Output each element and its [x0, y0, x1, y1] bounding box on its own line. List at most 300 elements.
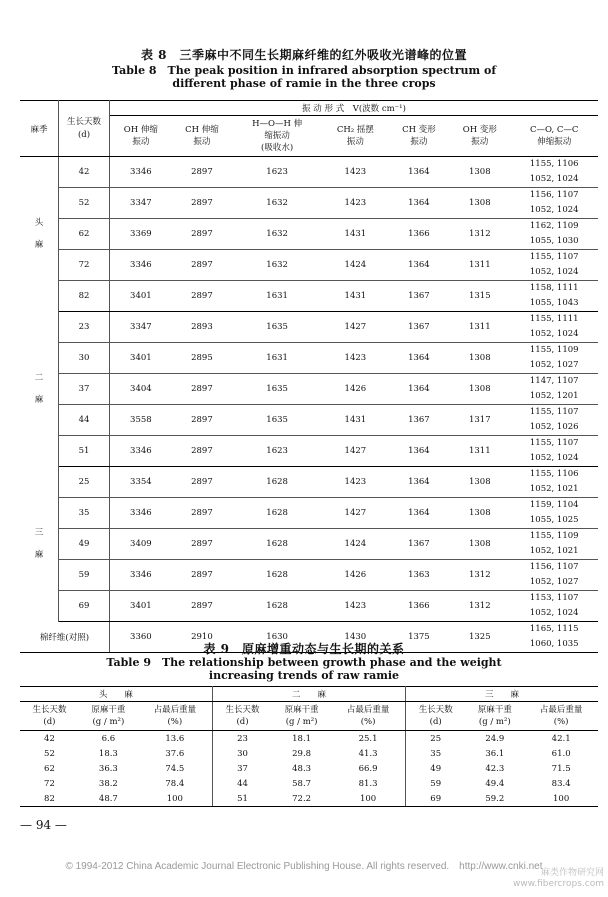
header-line: (g / m²) — [92, 717, 125, 727]
value-cell: 1375 — [389, 622, 449, 653]
value-cell: 1426 — [322, 560, 389, 591]
value-cell: 1312 — [449, 560, 510, 591]
page-number: — 94 — — [20, 818, 67, 832]
vibration-col-header — [232, 116, 322, 157]
value-cell: 82 — [20, 791, 79, 807]
table9-col-header — [138, 702, 213, 731]
cc-cell — [510, 281, 598, 312]
cc-cell — [510, 405, 598, 436]
table-row — [20, 436, 598, 467]
value-cell: 62 — [44, 763, 55, 774]
crop-group-header: 二 麻 — [212, 687, 405, 702]
value-cell: 2897 — [172, 498, 232, 529]
header-line: 振动 — [193, 137, 211, 147]
table9-col-header — [79, 702, 138, 731]
table8-title-en — [0, 64, 608, 90]
value-cell: 24.9 — [485, 733, 505, 744]
value-cell: 3347 — [110, 312, 172, 343]
value-cell: 59.2 — [465, 791, 524, 807]
col-crop-header: 麻季 — [20, 101, 59, 157]
vibration-header: 振 动 形 式 V(波数 cm⁻¹) — [110, 101, 599, 116]
value-cell: 100 — [524, 791, 598, 807]
value-cell: 1366 — [389, 591, 449, 622]
value-cell: 42.1 — [551, 733, 571, 744]
table-row — [20, 374, 598, 405]
cc-cell — [510, 374, 598, 405]
value-cell: 3404 — [110, 374, 172, 405]
value-cell: 59 — [430, 778, 442, 789]
header-line: 占最后重量 — [153, 705, 197, 715]
value-cell: 2897 — [172, 374, 232, 405]
value-cell: 1630 — [232, 622, 322, 653]
crop-char: 三 — [34, 528, 44, 538]
table9-col-header — [272, 702, 331, 731]
cc-cell — [510, 188, 598, 219]
value-cell: 1635 — [232, 312, 322, 343]
value-cell: 1423 — [322, 343, 389, 374]
value-cell: 66.9 — [331, 761, 406, 776]
days-cell: 37 — [59, 374, 110, 405]
days-cell: 69 — [59, 591, 110, 622]
table9-title-zh: 表 9 原麻增重动态与生长期的关系 — [203, 642, 405, 656]
vibration-col-header — [110, 116, 172, 157]
value-cell: 51 — [212, 791, 272, 807]
value-cell: 2897 — [172, 529, 232, 560]
table9-title-en-line2: increasing trends of raw ramie — [208, 669, 400, 682]
value-cell: 1431 — [322, 281, 389, 312]
table9-title-en — [0, 656, 608, 682]
value-cell: 18.1 — [292, 733, 312, 744]
crop-label — [20, 467, 59, 622]
value-cell: 1635 — [232, 405, 322, 436]
value-cell: 6.6 — [101, 733, 116, 744]
cc-line1: 1156, 1107 — [529, 190, 579, 200]
table9-col-header — [20, 702, 79, 731]
value-cell: 2897 — [172, 467, 232, 498]
table-row — [20, 591, 598, 622]
cc-line2: 1055, 1030 — [529, 236, 579, 246]
table8-title-en-line1: Table 8 The peak position in infrared absorption spectrum of — [111, 64, 497, 77]
value-cell: 49 — [430, 763, 442, 774]
table9 — [20, 686, 598, 807]
cc-line1: 1155, 1107 — [529, 252, 579, 262]
cc-cell — [510, 498, 598, 529]
table8-title-en-line2: different phase of ramie in the three crops — [172, 77, 436, 90]
value-cell: 1628 — [232, 591, 322, 622]
cc-line1: 1155, 1109 — [529, 531, 579, 541]
control-label: 棉纤维(对照) — [20, 622, 110, 653]
value-cell: 1635 — [232, 374, 322, 405]
value-cell: 1427 — [322, 498, 389, 529]
table-row — [20, 157, 598, 188]
cc-line2: 1060, 1035 — [529, 639, 579, 649]
table9-col-header — [406, 702, 466, 731]
value-cell: 1311 — [449, 436, 510, 467]
header-line: 生长天数 — [225, 705, 260, 715]
header-line: 伸缩振动 — [537, 137, 572, 147]
value-cell: 69 — [406, 791, 466, 807]
header-line: CH₂ 摇摆 — [336, 125, 374, 135]
cc-line1: 1155, 1107 — [529, 438, 579, 448]
value-cell: 36.1 — [485, 748, 505, 759]
vibration-col-header — [322, 116, 389, 157]
value-cell: 25.1 — [331, 731, 406, 747]
crop-char: 头 — [34, 218, 44, 229]
crop-label — [20, 157, 59, 312]
cc-cell — [510, 343, 598, 374]
value-cell: 1364 — [389, 343, 449, 374]
value-cell: 1423 — [322, 591, 389, 622]
value-cell: 38.2 — [98, 778, 118, 789]
table-row — [20, 467, 598, 498]
value-cell: 1325 — [449, 622, 510, 653]
crop-group-header: 三 麻 — [406, 687, 598, 702]
value-cell: 1623 — [232, 436, 322, 467]
value-cell: 13.6 — [138, 731, 213, 747]
table8 — [20, 100, 598, 653]
cc-line2: 1052, 1024 — [529, 608, 579, 618]
value-cell: 61.0 — [551, 748, 571, 759]
cc-line2: 1052, 1021 — [529, 484, 579, 494]
value-cell: 3346 — [110, 498, 172, 529]
header-line: C—O, C—C — [530, 125, 579, 135]
table9-col-header — [524, 702, 598, 731]
value-cell: 1424 — [322, 529, 389, 560]
header-line: H—O—H 伸 — [252, 119, 303, 129]
cc-line2: 1052, 1027 — [529, 577, 579, 587]
value-cell: 23 — [237, 733, 248, 744]
value-cell: 58.7 — [292, 778, 312, 789]
value-cell: 3360 — [110, 622, 172, 653]
value-cell: 1628 — [232, 529, 322, 560]
value-cell: 1308 — [449, 529, 510, 560]
header-line: OH 伸缩 — [123, 125, 158, 135]
value-cell: 25 — [430, 733, 442, 744]
header-line: 占最后重量 — [539, 705, 583, 715]
cc-line1: 1158, 1111 — [529, 283, 579, 293]
cc-line2: 1052, 1201 — [529, 391, 579, 401]
value-cell: 1366 — [389, 219, 449, 250]
crop-char: 麻 — [34, 240, 44, 251]
table-row — [20, 746, 598, 761]
value-cell: 1308 — [449, 498, 510, 529]
cc-line2: 1052, 1024 — [529, 174, 579, 184]
table-row — [20, 405, 598, 436]
watermark-line2: www.fibercrops.com — [513, 879, 604, 889]
cc-line1: 1156, 1107 — [529, 562, 579, 572]
value-cell: 37.6 — [138, 746, 213, 761]
value-cell: 1632 — [232, 188, 322, 219]
value-cell: 2897 — [172, 436, 232, 467]
table9-col-header — [212, 702, 272, 731]
value-cell: 1312 — [449, 591, 510, 622]
crop-group-header: 头 麻 — [20, 687, 212, 702]
watermark-line1: 麻类作物研究网 — [540, 868, 604, 878]
days-cell: 23 — [59, 312, 110, 343]
cc-line1: 1155, 1107 — [529, 407, 579, 417]
value-cell: 71.5 — [551, 763, 571, 774]
value-cell: 29.8 — [292, 748, 312, 759]
header-line: 振动 — [346, 137, 364, 147]
cc-line2: 1052, 1024 — [529, 267, 579, 277]
cc-cell — [510, 219, 598, 250]
value-cell: 1423 — [322, 188, 389, 219]
value-cell: 1312 — [449, 219, 510, 250]
value-cell: 1364 — [389, 436, 449, 467]
value-cell: 100 — [331, 791, 406, 807]
col-days-line1: 生长天数 — [66, 116, 101, 127]
table-row — [20, 791, 598, 807]
value-cell: 1311 — [449, 250, 510, 281]
value-cell: 1363 — [389, 560, 449, 591]
cc-cell — [510, 157, 598, 188]
header-line: 振动 — [471, 137, 489, 147]
col-days-line2: (d) — [77, 129, 91, 140]
value-cell: 42 — [44, 733, 55, 744]
value-cell: 1367 — [389, 281, 449, 312]
cc-line1: 1153, 1107 — [529, 593, 579, 603]
value-cell: 2897 — [172, 281, 232, 312]
cc-line1: 1155, 1109 — [529, 345, 579, 355]
days-cell: 52 — [59, 188, 110, 219]
header-line: 振动 — [410, 137, 428, 147]
header-line: (%) — [360, 717, 376, 727]
value-cell: 1427 — [322, 312, 389, 343]
value-cell: 3369 — [110, 219, 172, 250]
crop-char: 麻 — [34, 550, 44, 560]
value-cell: 1628 — [232, 467, 322, 498]
value-cell: 1623 — [232, 157, 322, 188]
days-cell: 42 — [59, 157, 110, 188]
table-row — [20, 529, 598, 560]
vibration-col-header — [449, 116, 510, 157]
value-cell: 52 — [44, 748, 55, 759]
value-cell: 1430 — [322, 622, 389, 653]
value-cell: 74.5 — [138, 761, 213, 776]
copyright-footer: © 1994-2012 China Academic Journal Electronic Publishing House. All rights reserved. http://www.cnki.net — [65, 861, 543, 872]
days-cell: 51 — [59, 436, 110, 467]
value-cell: 2897 — [172, 250, 232, 281]
value-cell: 3346 — [110, 157, 172, 188]
table-row — [20, 560, 598, 591]
value-cell: 1311 — [449, 312, 510, 343]
header-line: 生长天数 — [32, 705, 67, 715]
cc-cell — [510, 312, 598, 343]
value-cell: 36.3 — [98, 763, 118, 774]
value-cell: 1628 — [232, 560, 322, 591]
value-cell: 3346 — [110, 560, 172, 591]
value-cell: 1364 — [389, 498, 449, 529]
table-row — [20, 761, 598, 776]
vibration-col-header — [389, 116, 449, 157]
value-cell: 1364 — [389, 467, 449, 498]
value-cell: 2897 — [172, 157, 232, 188]
value-cell: 1364 — [389, 188, 449, 219]
days-cell: 44 — [59, 405, 110, 436]
table-row — [20, 188, 598, 219]
value-cell: 18.3 — [98, 748, 118, 759]
table-row — [20, 250, 598, 281]
value-cell: 72 — [44, 778, 55, 789]
value-cell: 1431 — [322, 405, 389, 436]
header-line: (d) — [236, 717, 249, 727]
cc-line1: 1155, 1106 — [529, 469, 579, 479]
days-cell: 25 — [59, 467, 110, 498]
value-cell: 3409 — [110, 529, 172, 560]
crop-char: 二 — [34, 373, 44, 383]
value-cell: 48.3 — [292, 763, 312, 774]
value-cell: 2897 — [172, 405, 232, 436]
table9-col-header — [465, 702, 524, 731]
cc-cell — [510, 591, 598, 622]
value-cell: 30 — [237, 748, 248, 759]
header-line: 生长天数 — [418, 705, 453, 715]
value-cell: 2897 — [172, 188, 232, 219]
value-cell: 3401 — [110, 281, 172, 312]
value-cell: 2897 — [172, 591, 232, 622]
value-cell: 1423 — [322, 467, 389, 498]
header-line: (吸收水) — [261, 143, 294, 153]
days-cell: 35 — [59, 498, 110, 529]
days-cell: 59 — [59, 560, 110, 591]
header-line: (d) — [43, 717, 56, 727]
header-line: 缩振动 — [264, 131, 290, 141]
value-cell: 3346 — [110, 436, 172, 467]
value-cell: 37 — [237, 763, 248, 774]
header-line: 原麻干重 — [91, 705, 126, 715]
days-cell: 62 — [59, 219, 110, 250]
value-cell: 1631 — [232, 281, 322, 312]
value-cell: 3401 — [110, 343, 172, 374]
value-cell: 48.7 — [79, 791, 138, 807]
days-cell: 72 — [59, 250, 110, 281]
value-cell: 1431 — [322, 219, 389, 250]
value-cell: 1308 — [449, 374, 510, 405]
table-row — [20, 312, 598, 343]
value-cell: 72.2 — [272, 791, 331, 807]
cc-cell — [510, 250, 598, 281]
days-cell: 30 — [59, 343, 110, 374]
vibration-col-header — [510, 116, 598, 157]
header-line: (g / m²) — [478, 717, 511, 727]
cc-cell — [510, 436, 598, 467]
cc-cell — [510, 529, 598, 560]
cc-cell — [510, 467, 598, 498]
header-line: 原麻干重 — [284, 705, 319, 715]
cc-line1: 1165, 1115 — [529, 624, 579, 634]
value-cell: 1364 — [389, 157, 449, 188]
header-line: (%) — [167, 717, 183, 727]
value-cell: 2897 — [172, 560, 232, 591]
value-cell: 1367 — [389, 405, 449, 436]
value-cell: 78.4 — [138, 776, 213, 791]
value-cell: 1426 — [322, 374, 389, 405]
cc-line1: 1159, 1104 — [529, 500, 579, 510]
value-cell: 42.3 — [485, 763, 505, 774]
value-cell: 1631 — [232, 343, 322, 374]
cc-line2: 1052, 1024 — [529, 205, 579, 215]
table9-title-en-line1: Table 9 The relationship between growth phase and the weight — [106, 656, 502, 669]
value-cell: 49.4 — [485, 778, 505, 789]
cc-line1: 1155, 1106 — [529, 159, 579, 169]
value-cell: 3346 — [110, 250, 172, 281]
watermark — [513, 868, 604, 890]
col-days-header — [59, 101, 110, 157]
crop-label — [20, 312, 59, 467]
value-cell: 41.3 — [331, 746, 406, 761]
value-cell: 1308 — [449, 343, 510, 374]
value-cell: 1632 — [232, 219, 322, 250]
value-cell: 3558 — [110, 405, 172, 436]
header-line: (d) — [429, 717, 442, 727]
table-row — [20, 343, 598, 374]
value-cell: 1628 — [232, 498, 322, 529]
value-cell: 1308 — [449, 467, 510, 498]
value-cell: 1367 — [389, 529, 449, 560]
cc-line2: 1052, 1024 — [529, 453, 579, 463]
value-cell: 3401 — [110, 591, 172, 622]
value-cell: 1423 — [322, 157, 389, 188]
table-row — [20, 281, 598, 312]
value-cell: 1308 — [449, 157, 510, 188]
header-line: CH 伸缩 — [185, 125, 219, 135]
value-cell: 2893 — [172, 312, 232, 343]
crop-char: 麻 — [34, 395, 44, 405]
cc-line1: 1147, 1107 — [529, 376, 579, 386]
header-line: (g / m²) — [285, 717, 318, 727]
value-cell: 3347 — [110, 188, 172, 219]
value-cell: 1317 — [449, 405, 510, 436]
cc-line2: 1052, 1027 — [529, 360, 579, 370]
value-cell: 100 — [138, 791, 213, 807]
cc-line2: 1055, 1043 — [529, 298, 579, 308]
value-cell: 3354 — [110, 467, 172, 498]
value-cell: 83.4 — [551, 778, 571, 789]
value-cell: 44 — [237, 778, 248, 789]
cc-cell — [510, 560, 598, 591]
value-cell: 1424 — [322, 250, 389, 281]
days-cell: 82 — [59, 281, 110, 312]
table9-col-header — [331, 702, 406, 731]
table-row — [20, 219, 598, 250]
vibration-col-header — [172, 116, 232, 157]
value-cell: 1364 — [389, 374, 449, 405]
cc-line1: 1155, 1111 — [529, 314, 579, 324]
value-cell: 2910 — [172, 622, 232, 653]
header-line: CH 变形 — [402, 125, 436, 135]
value-cell: 1308 — [449, 188, 510, 219]
value-cell: 2897 — [172, 219, 232, 250]
value-cell: 2895 — [172, 343, 232, 374]
cc-line1: 1162, 1109 — [529, 221, 579, 231]
cc-line2: 1052, 1026 — [529, 422, 579, 432]
table-row — [20, 776, 598, 791]
value-cell: 81.3 — [331, 776, 406, 791]
table-row — [20, 498, 598, 529]
cc-line2: 1052, 1021 — [529, 546, 579, 556]
value-cell: 1364 — [389, 250, 449, 281]
cc-line2: 1055, 1025 — [529, 515, 579, 525]
header-line: (%) — [553, 717, 569, 727]
value-cell: 35 — [430, 748, 442, 759]
table8-title-zh: 表 8 三季麻中不同生长期麻纤维的红外吸收光谱峰的位置 — [140, 48, 468, 62]
header-line: 原麻干重 — [477, 705, 512, 715]
header-line: 占最后重量 — [346, 705, 390, 715]
value-cell: 1315 — [449, 281, 510, 312]
header-line: 振动 — [132, 137, 150, 147]
value-cell: 1427 — [322, 436, 389, 467]
days-cell: 49 — [59, 529, 110, 560]
